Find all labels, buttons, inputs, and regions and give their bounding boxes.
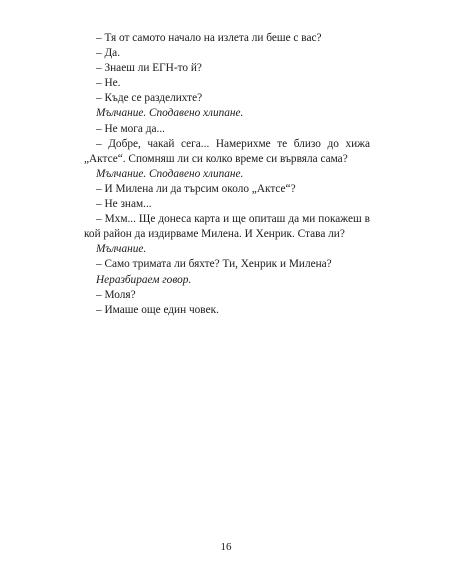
stage-direction: Мълчание. Сподавено хлипане.: [96, 167, 244, 180]
dialogue-line: – Знаеш ли ЕГН-то й?: [96, 62, 202, 75]
dialogue-line: – Тя от самото начало на излета ли беше с вас?: [96, 32, 322, 44]
stage-direction: Мълчание. Сподавено хлипане.: [96, 107, 244, 120]
page-body-text: [84, 31, 370, 318]
dialogue-line: – Не знам...: [96, 198, 152, 211]
dialogue-line: – Къде се разделихте?: [96, 92, 203, 105]
dialogue-line: – Не.: [96, 77, 121, 90]
dialogue-line: – Да.: [96, 47, 121, 60]
page-number: 16: [220, 541, 232, 553]
dialogue-line: – Не мога да...: [96, 122, 165, 135]
dialogue-line: – Имаше още един човек.: [96, 303, 219, 316]
dialogue-line: – Моля?: [96, 288, 136, 301]
dialogue-line: – Само тримата ли бяхте? Ти, Хенрик и Милена?: [96, 258, 332, 271]
dialogue-line: – Добре, чакай сега... Намерихме те близо до хижа „Актсе“. Спомняш ли си колко време си вървяла сама?: [84, 137, 370, 165]
stage-direction: Мълчание.: [96, 243, 147, 256]
dialogue-line: – Мхм... Ще донеса карта и ще опиташ да ми покажеш в кой район да издирваме Милена. И Хенрик. Става ли?: [84, 213, 370, 241]
dialogue-line: – И Милена ли да търсим около „Актсе“?: [96, 182, 296, 195]
stage-direction: Неразбираем говор.: [96, 273, 192, 286]
